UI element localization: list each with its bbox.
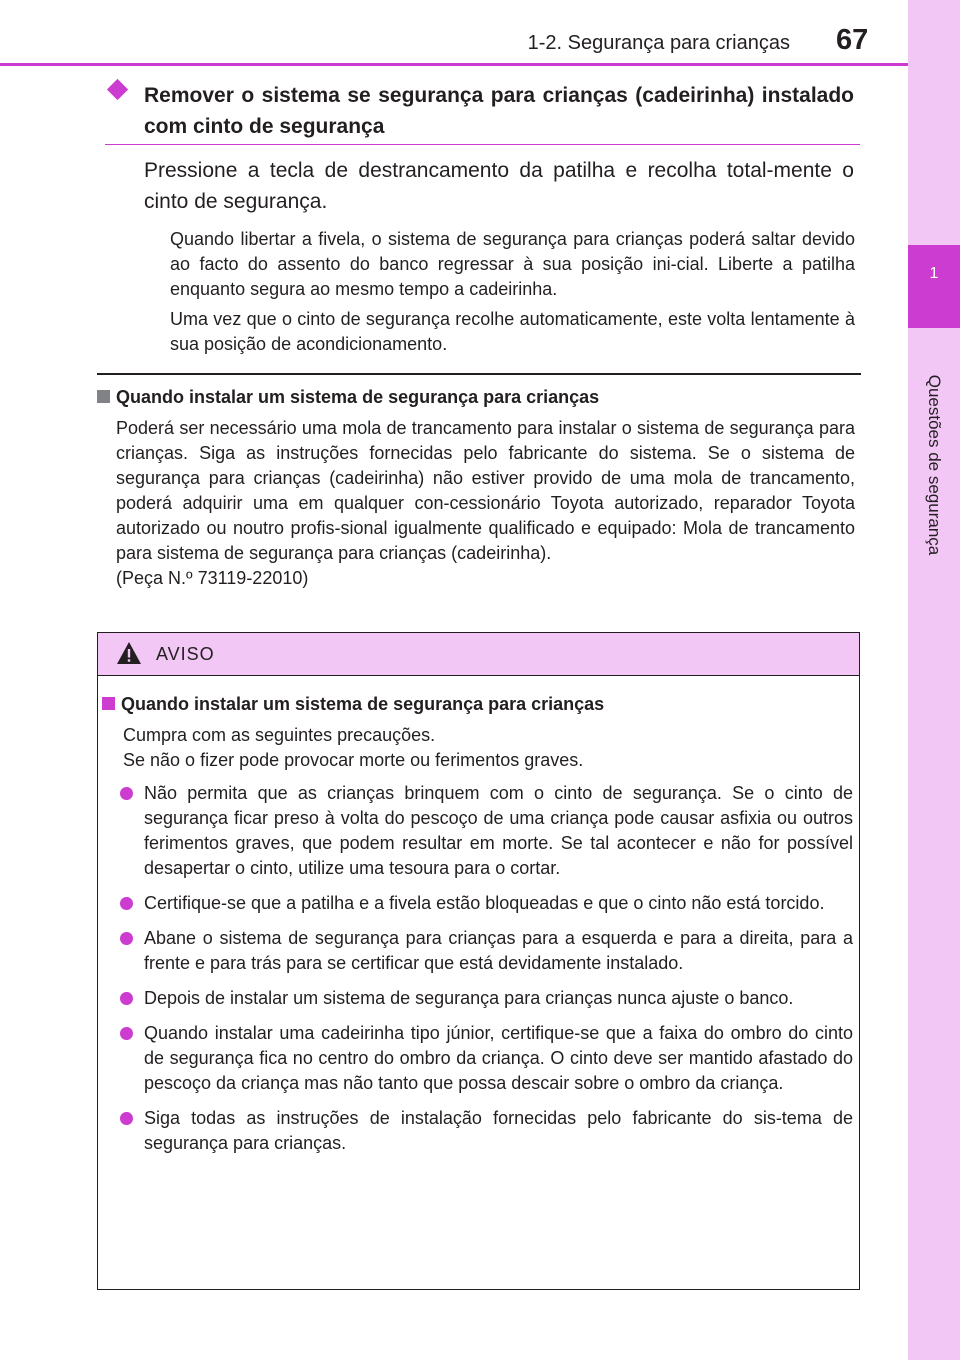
note-text: Uma vez que o cinto de segurança recolhe automaticamente, este volta lentamente à sua posição de acondicionamento. (170, 309, 855, 354)
info-body (116, 416, 855, 591)
warning-header (98, 633, 859, 676)
part-number: (Peça N.º 73119-22010) (116, 568, 309, 588)
warning-intro (123, 723, 853, 773)
circle-bullet-icon (120, 787, 133, 800)
info-paragraph: Poderá ser necessário uma mola de trancamento para instalar o sistema de segurança para crianças. Siga as instruções fornecidas pelo fabricante do sistema. Se o sistema de segurança para crianças (cadeirinha) não estiver provido de uma mola de trancamento, poderá adquirir uma em qualquer con-cessionário Toyota autorizado, reparador Toyota autorizado ou noutro profis-sional igualmente qualificado e equipado: Mola de trancamento para sistema de segurança para crianças (cadeirinha). (116, 418, 855, 563)
instruction-text: Pressione a tecla de destrancamento da patilha e recolha total-mente o cinto de segurança. (144, 159, 854, 213)
warning-item: Certifique-se que a patilha e a fivela estão bloqueadas e que o cinto não está torcido. (98, 891, 859, 916)
chapter-title: Questões de segurança (925, 374, 944, 556)
warning-intro-line: Cumpra com as seguintes precauções. (123, 725, 436, 745)
section-heading: Remover o sistema se segurança para crianças (cadeirinha) instalado com cinto de segurança (144, 84, 854, 138)
header-rule (0, 63, 908, 66)
circle-bullet-icon (120, 1027, 133, 1040)
circle-bullet-icon (120, 1112, 133, 1125)
warning-label: AVISO (156, 644, 215, 664)
square-bullet-icon (102, 697, 115, 710)
running-header: 1-2. Segurança para crianças (527, 32, 790, 54)
circle-bullet-icon (120, 932, 133, 945)
warning-item: Não permita que as crianças brinquem com o cinto de segurança. Se o cinto de segurança ficar preso à volta do pescoço de uma criança pode causar asfixia ou outros ferimentos graves, que podem resultar em morte. Se tal acontecer e não for possível desapertar o cinto, utilize uma tesoura para o cortar. (98, 781, 859, 881)
warning-box (97, 632, 860, 1290)
chapter-number: 1 (929, 265, 939, 282)
warning-item: Quando instalar uma cadeirinha tipo júnior, certifique-se que a faixa do ombro do cinto de segurança fica no centro do ombro da criança. O cinto deve ser mantido afastado do pescoço da criança mas não tanto que possa descair sobre o ombro da criança. (98, 1021, 859, 1096)
note-text: Quando libertar a fivela, o sistema de segurança para crianças poderá saltar devido ao facto do assento do banco regressar à sua posição ini-cial. Liberte a patilha enquanto segura ao mesmo tempo a cadeirinha. (170, 229, 855, 299)
warning-triangle-icon (116, 641, 142, 665)
chapter-sidebar (908, 0, 960, 1360)
circle-bullet-icon (120, 897, 133, 910)
warning-item: Depois de instalar um sistema de segurança para crianças nunca ajuste o banco. (98, 986, 859, 1011)
warning-intro-line: Se não o fizer pode provocar morte ou ferimentos graves. (123, 750, 584, 770)
page-number: 67 (836, 24, 869, 56)
circle-bullet-icon (120, 992, 133, 1005)
diamond-bullet-icon (107, 79, 128, 100)
warning-list (98, 781, 859, 1166)
square-bullet-icon (97, 390, 110, 403)
warning-title: Quando instalar um sistema de segurança para crianças (102, 694, 604, 715)
divider (97, 373, 861, 375)
info-title: Quando instalar um sistema de segurança para crianças (97, 387, 599, 408)
section-rule (105, 144, 860, 145)
warning-item: Siga todas as instruções de instalação fornecidas pelo fabricante do sis-tema de segurança para crianças. (98, 1106, 859, 1156)
warning-item: Abane o sistema de segurança para crianças para a esquerda e para a direita, para a frente e para trás para se certificar que está devidamente instalado. (98, 926, 859, 976)
